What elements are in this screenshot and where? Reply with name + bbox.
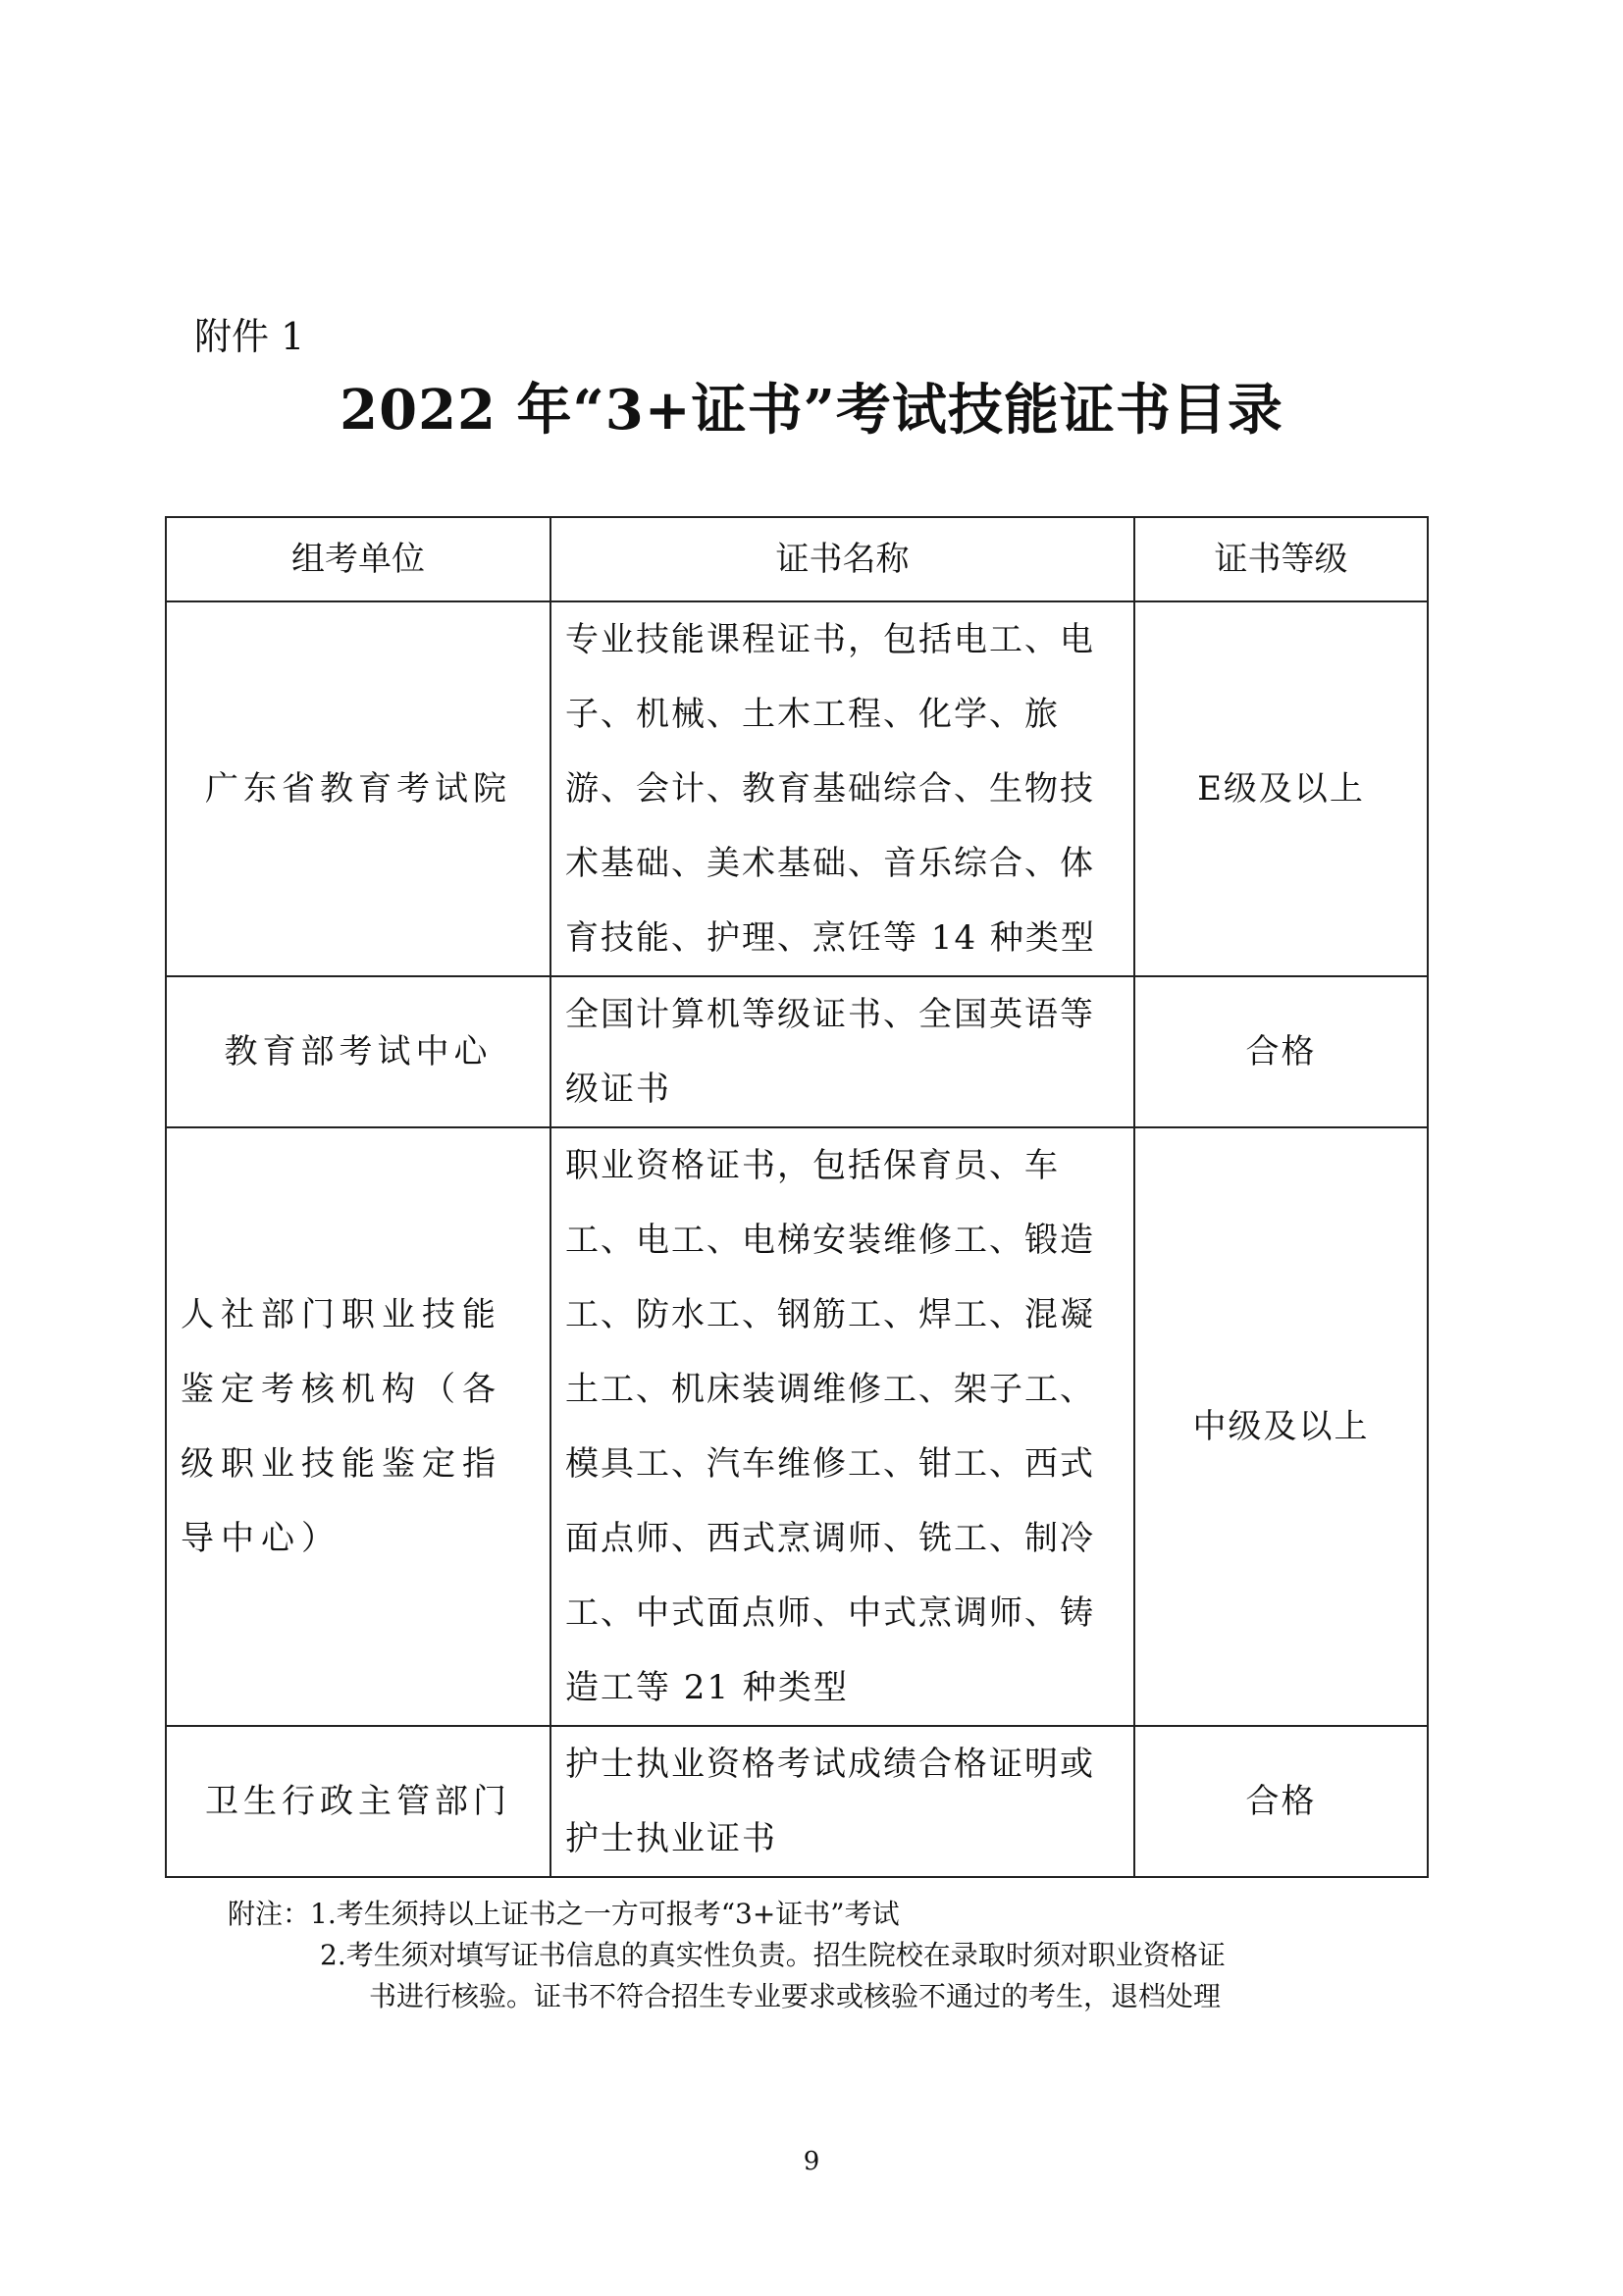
organizer-cell: 人社部门职业技能鉴定考核机构（各级职业技能鉴定指导中心） bbox=[166, 1127, 550, 1726]
certificate-level-cell: E级及以上 bbox=[1134, 601, 1428, 976]
table-header-row bbox=[166, 517, 1428, 601]
certificate-table bbox=[165, 516, 1429, 1878]
certificate-name-cell: 专业技能课程证书，包括电工、电子、机械、土木工程、化学、旅游、会计、教育基础综合、生物技术基础、美术基础、音乐综合、体育技能、护理、烹饪等 14 种类型 bbox=[550, 601, 1134, 976]
header-organizer: 组考单位 bbox=[166, 517, 550, 601]
organizer-cell: 教育部考试中心 bbox=[166, 976, 550, 1127]
organizer-cell: 卫生行政主管部门 bbox=[166, 1726, 550, 1877]
table-row bbox=[166, 1726, 1428, 1877]
certificate-level-cell: 合格 bbox=[1134, 976, 1428, 1127]
header-certificate-name: 证书名称 bbox=[550, 517, 1134, 601]
certificate-level-cell: 中级及以上 bbox=[1134, 1127, 1428, 1726]
certificate-level-cell: 合格 bbox=[1134, 1726, 1428, 1877]
table-row bbox=[166, 601, 1428, 976]
attachment-label: 附件 1 bbox=[194, 315, 305, 358]
organizer-cell: 广东省教育考试院 bbox=[166, 601, 550, 976]
certificate-name-cell: 职业资格证书，包括保育员、车工、电工、电梯安装维修工、锻造工、防水工、钢筋工、焊工、混凝土工、机床装调维修工、架子工、模具工、汽车维修工、钳工、西式面点师、西式烹调师、铣工、制冷工、中式面点师、中式烹调师、铸造工等 21 种类型 bbox=[550, 1127, 1134, 1726]
certificate-name-cell: 全国计算机等级证书、全国英语等级证书 bbox=[550, 976, 1134, 1127]
page-number: 9 bbox=[803, 2147, 820, 2176]
table-row bbox=[166, 976, 1428, 1127]
table-row bbox=[166, 1127, 1428, 1726]
certificate-name-cell: 护士执业资格考试成绩合格证明或护士执业证书 bbox=[550, 1726, 1134, 1877]
note-line-3: 书进行核验。证书不符合招生专业要求或核验不通过的考生，退档处理 bbox=[369, 1980, 1222, 2012]
note-line-2: 2.考生须对填写证书信息的真实性负责。招生院校在录取时须对职业资格证 bbox=[320, 1939, 1226, 1971]
header-certificate-level: 证书等级 bbox=[1134, 517, 1428, 601]
document-title: 2022 年“3+证书”考试技能证书目录 bbox=[340, 378, 1283, 443]
notes-section bbox=[228, 1894, 1405, 2017]
note-line-1: 附注：1.考生须持以上证书之一方可报考“3+证书”考试 bbox=[228, 1898, 900, 1930]
